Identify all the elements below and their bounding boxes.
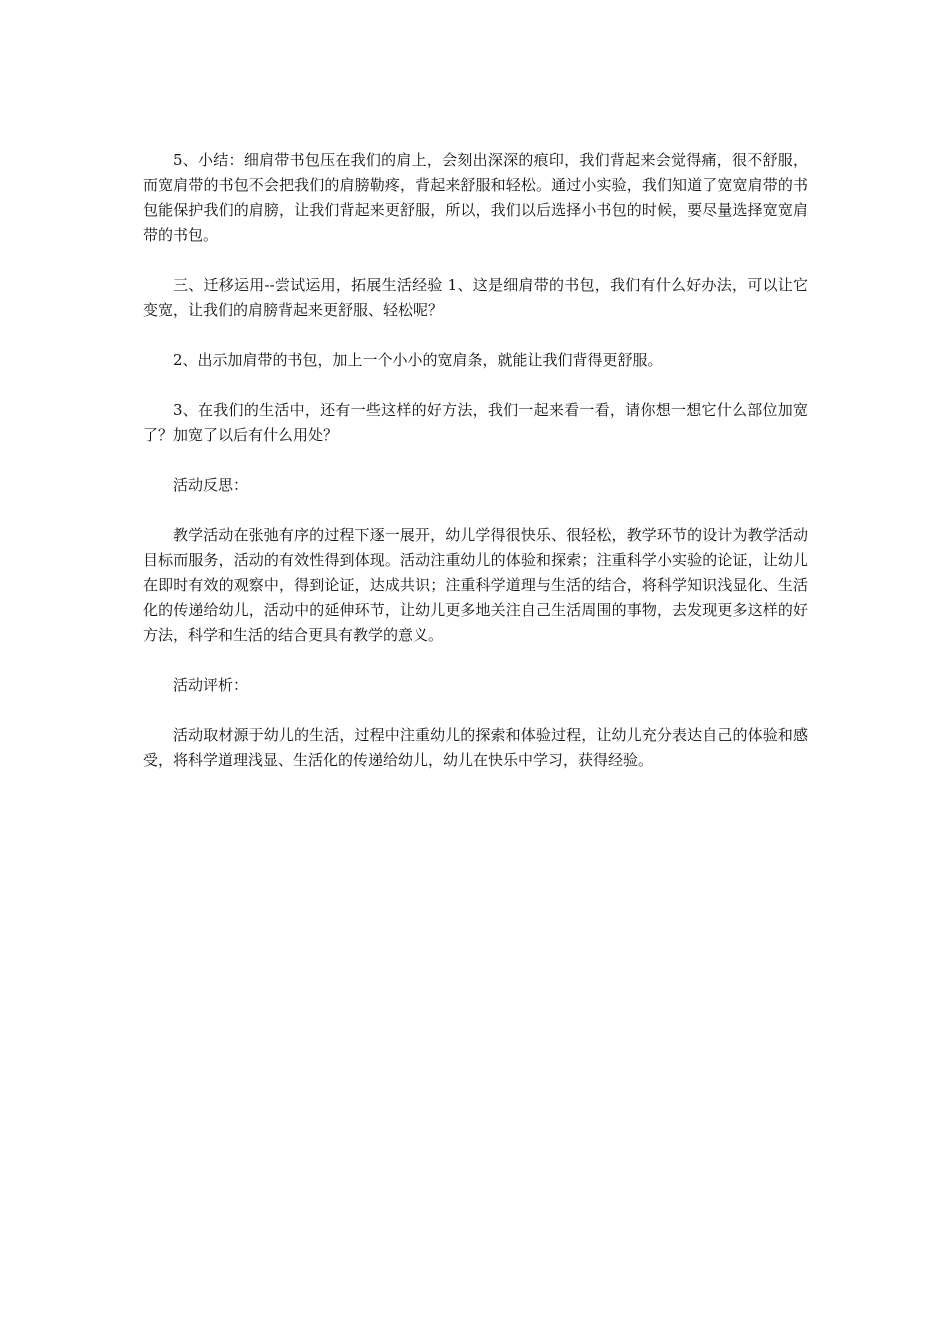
paragraph-reflection: 教学活动在张弛有序的过程下逐一展开，幼儿学得很快乐、很轻松，教学环节的设计为教学活动目标而服务，活动的有效性得到体现。活动注重幼儿的体验和探索；注重科学小实验的论证，让幼儿在即时有效的观察中，得到论证，达成共识；注重科学道理与生活的结合，将科学知识浅显化、生活化的传递给幼儿，活动中的延伸环节，让幼儿更多地关注自己生活周围的事物，去发现更多这样的好方法，科学和生活的结合更具有教学的意义。 <box>143 526 808 644</box>
paragraph-transfer-application: 三、迁移运用--尝试运用，拓展生活经验 1、这是细肩带的书包，我们有什么好办法，可以让它变宽，让我们的肩膀背起来更舒服、轻松呢？ <box>143 276 808 319</box>
document-body <box>143 148 808 798</box>
heading-activity-evaluation: 活动评析： <box>173 676 249 694</box>
paragraph-show-backpack: 2、出示加肩带的书包，加上一个小小的宽肩条，就能让我们背得更舒服。 <box>173 351 663 369</box>
paragraph-evaluation: 活动取材源于幼儿的生活，过程中注重幼儿的探索和体验过程，让幼儿充分表达自己的体验和感受，将科学道理浅显、生活化的传递给幼儿，幼儿在快乐中学习，获得经验。 <box>143 726 808 769</box>
heading-activity-reflection: 活动反思： <box>173 476 249 494</box>
paragraph-life-methods: 3、在我们的生活中，还有一些这样的好方法，我们一起来看一看，请你想一想它什么部位加宽了？加宽了以后有什么用处？ <box>143 401 808 444</box>
paragraph-summary: 5、小结：细肩带书包压在我们的肩上，会刻出深深的痕印，我们背起来会觉得痛，很不舒服，而宽肩带的书包不会把我们的肩膀勒疼，背起来舒服和轻松。通过小实验，我们知道了宽宽肩带的书包能保护我们的肩膀，让我们背起来更舒服，所以，我们以后选择小书包的时候，要尽量选择宽宽肩带的书包。 <box>143 151 808 244</box>
